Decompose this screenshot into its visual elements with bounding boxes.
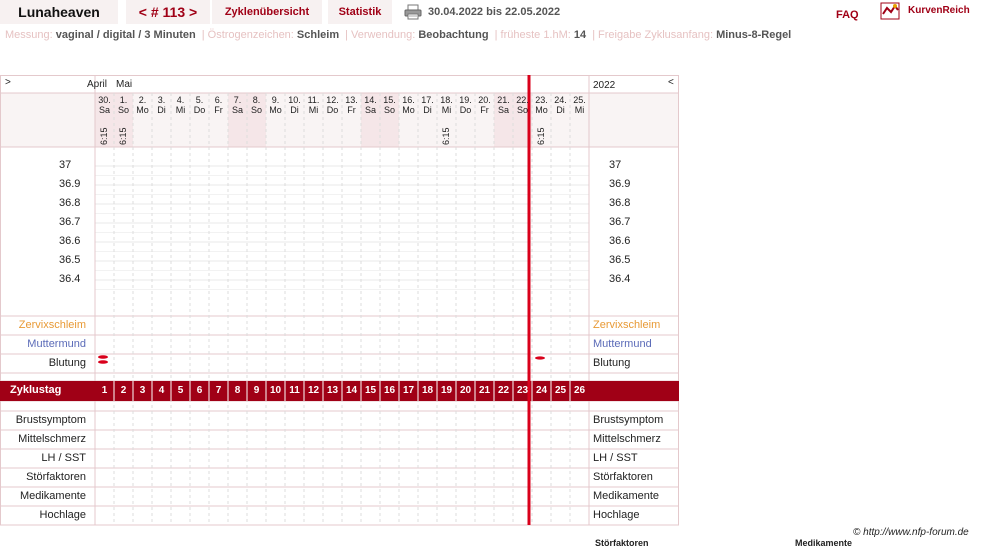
cycle-chart <box>0 75 680 527</box>
cycle-day-number: 13 <box>326 385 339 396</box>
cycle-day-number: 17 <box>402 385 415 396</box>
day-date: 20. <box>478 95 491 105</box>
info-label: Verwendung: <box>351 29 419 41</box>
day-header <box>152 95 171 115</box>
cycle-day-number: 21 <box>478 385 491 396</box>
day-weekday: Mo <box>535 105 548 115</box>
temp-axis-label-right: 36.8 <box>609 197 631 209</box>
day-weekday: So <box>516 105 528 115</box>
day-header <box>456 95 475 115</box>
cycle-day-number: 24 <box>535 385 548 396</box>
day-date: 4. <box>176 95 185 105</box>
trailing-label-medikamente: Medikamente <box>795 538 853 548</box>
row-label-left: Brustsymptom <box>15 414 86 426</box>
trailing-label-stoerfaktoren: Störfaktoren <box>595 538 649 548</box>
day-weekday: So <box>383 105 395 115</box>
day-header <box>475 95 494 115</box>
day-date: 15. <box>383 95 396 105</box>
cycle-day-number: 23 <box>516 385 529 396</box>
day-header <box>494 95 513 115</box>
info-value: Beobachtung <box>418 29 492 41</box>
day-weekday: Di <box>157 105 166 115</box>
info-value: Schleim <box>296 29 343 41</box>
day-date: 16. <box>402 95 415 105</box>
day-header <box>247 95 266 115</box>
day-header <box>418 95 437 115</box>
day-date: 17. <box>421 95 434 105</box>
row-label-right: Mittelschmerz <box>593 433 661 445</box>
day-date: 3. <box>157 95 166 105</box>
day-weekday: Mi <box>441 105 452 115</box>
cycle-day-number: 26 <box>573 385 586 396</box>
info-value: 14 <box>573 29 590 41</box>
nav-next-button[interactable]: < <box>668 77 674 88</box>
cycle-day-number: 10 <box>269 385 282 396</box>
temp-axis-label-right: 36.4 <box>609 273 631 285</box>
day-date: 2. <box>138 95 147 105</box>
cycle-day-number: 2 <box>120 385 127 396</box>
cycle-day-number: 3 <box>139 385 146 396</box>
day-date: 7. <box>233 95 242 105</box>
info-separator: | <box>592 29 596 41</box>
day-weekday: Sa <box>98 105 110 115</box>
nav-prev-button[interactable]: > <box>5 77 11 88</box>
temp-axis-label-right: 36.5 <box>609 254 631 266</box>
row-label-left: Störfaktoren <box>26 471 86 483</box>
temp-axis-label-left: 36.5 <box>59 254 81 266</box>
day-weekday: Mo <box>269 105 282 115</box>
day-header <box>513 95 532 115</box>
day-date: 13. <box>345 95 358 105</box>
temp-axis-label-right: 36.9 <box>609 178 631 190</box>
cycle-day-number: 5 <box>177 385 184 396</box>
day-weekday: So <box>117 105 129 115</box>
measure-time: 6:15 <box>118 127 128 145</box>
temp-axis-label-right: 37 <box>609 159 622 171</box>
cycle-day-number: 6 <box>196 385 203 396</box>
day-weekday: So <box>250 105 262 115</box>
row-label-left: Muttermund <box>27 338 86 350</box>
row-label-right: Zervixschleim <box>593 319 661 331</box>
top-bar <box>0 0 981 24</box>
cycle-day-number: 22 <box>497 385 510 396</box>
day-header <box>285 95 304 115</box>
day-header <box>323 95 342 115</box>
cycle-day-number: 16 <box>383 385 396 396</box>
cycle-day-number: 18 <box>421 385 434 396</box>
username-label: Lunaheaven <box>0 0 118 24</box>
zyklustag-label: Zyklustag <box>10 384 62 396</box>
day-header <box>399 95 418 115</box>
info-value: Minus-8-Regel <box>716 29 792 41</box>
info-label: Östrogenzeichen: <box>207 29 297 41</box>
day-weekday: Mo <box>402 105 415 115</box>
row-label-right: Störfaktoren <box>593 471 653 483</box>
day-weekday: Sa <box>497 105 509 115</box>
day-date: 1. <box>119 95 128 105</box>
info-separator: | <box>201 29 205 41</box>
row-label-left: LH / SST <box>41 452 86 464</box>
day-date: 11. <box>307 95 320 105</box>
row-label-right: Blutung <box>593 357 631 369</box>
cycle-day-number: 4 <box>158 385 165 396</box>
cycle-day-number: 20 <box>459 385 472 396</box>
day-weekday: Fr <box>480 105 489 115</box>
copyright-credit: © http://www.nfp-forum.de <box>853 527 969 538</box>
day-header <box>342 95 361 115</box>
day-date: 12. <box>326 95 339 105</box>
temp-axis-label-left: 36.8 <box>59 197 81 209</box>
temp-axis-label-left: 36.4 <box>59 273 81 285</box>
day-date: 30. <box>98 95 111 105</box>
day-header <box>95 95 114 115</box>
info-separator: | <box>494 29 498 41</box>
day-weekday: Fr <box>214 105 223 115</box>
statistics-link[interactable]: Statistik <box>328 0 392 24</box>
measure-time: 6:15 <box>441 127 451 145</box>
cycle-day-number: 8 <box>234 385 241 396</box>
day-weekday: Di <box>290 105 299 115</box>
day-date: 10. <box>288 95 301 105</box>
faq-link[interactable]: FAQ <box>836 9 859 21</box>
day-header <box>209 95 228 115</box>
day-date: 19. <box>459 95 472 105</box>
day-header <box>361 95 380 115</box>
day-weekday: Di <box>556 105 565 115</box>
day-date: 8. <box>252 95 261 105</box>
day-weekday: Mi <box>308 105 319 115</box>
measure-time: 6:15 <box>536 127 546 145</box>
temp-axis-label-left: 36.6 <box>59 235 81 247</box>
day-weekday: Mi <box>175 105 186 115</box>
printer-icon[interactable] <box>404 4 422 20</box>
temp-axis-label-right: 36.7 <box>609 216 631 228</box>
cycle-day-number: 11 <box>289 385 300 396</box>
day-header <box>551 95 570 115</box>
row-label-right: Brustsymptom <box>593 414 664 426</box>
cycle-day-number: 15 <box>364 385 377 396</box>
day-weekday: Fr <box>347 105 356 115</box>
day-header <box>190 95 209 115</box>
row-label-right: LH / SST <box>593 452 638 464</box>
row-label-left: Blutung <box>48 357 86 369</box>
day-header <box>266 95 285 115</box>
row-label-left: Medikamente <box>19 490 86 502</box>
info-separator: | <box>345 29 349 41</box>
day-date: 9. <box>271 95 280 105</box>
day-header <box>304 95 323 115</box>
month-label-april: April <box>87 79 108 90</box>
temp-axis-label-left: 36.7 <box>59 216 81 228</box>
row-label-right: Muttermund <box>593 338 652 350</box>
day-header <box>437 95 456 115</box>
day-weekday: Di <box>423 105 432 115</box>
day-header <box>228 95 247 115</box>
cycle-day-number: 1 <box>101 385 108 396</box>
row-label-left: Mittelschmerz <box>18 433 86 445</box>
measure-time: 6:15 <box>99 127 109 145</box>
day-header <box>114 95 133 115</box>
info-value: vaginal / digital / 3 Minuten <box>55 29 199 41</box>
day-weekday: Do <box>459 105 472 115</box>
month-label-may: Mai <box>116 79 133 90</box>
day-date: 6. <box>214 95 223 105</box>
cycle-day-number: 14 <box>345 385 358 396</box>
day-header <box>171 95 190 115</box>
cycle-day-number: 9 <box>253 385 260 396</box>
day-date: 5. <box>195 95 204 105</box>
day-weekday: Mo <box>136 105 149 115</box>
day-weekday: Mi <box>574 105 585 115</box>
day-header <box>380 95 399 115</box>
row-label-left: Zervixschleim <box>18 319 86 331</box>
day-date: 25. <box>573 95 586 105</box>
temp-axis-label-left: 36.9 <box>59 178 81 190</box>
cycle-date-range: 30.04.2022 bis 22.05.2022 <box>428 6 561 18</box>
temp-axis-label-right: 36.6 <box>609 235 631 247</box>
cycle-settings-bar <box>0 25 981 45</box>
site-logo-text[interactable]: KurvenReich <box>908 5 970 16</box>
row-label-right: Hochlage <box>593 509 640 521</box>
day-weekday: Do <box>326 105 339 115</box>
day-date: 21. <box>497 95 510 105</box>
info-label: Freigabe Zyklusanfang: <box>598 29 717 41</box>
cycle-day-number: 7 <box>215 385 222 396</box>
day-date: 24. <box>554 95 567 105</box>
day-date: 18. <box>440 95 453 105</box>
info-label: Messung: <box>5 29 56 41</box>
curve-logo-icon[interactable] <box>880 2 900 20</box>
year-label: 2022 <box>593 80 616 91</box>
info-label: früheste 1.hM: <box>500 29 574 41</box>
day-date: 14. <box>364 95 377 105</box>
row-label-right: Medikamente <box>593 490 660 502</box>
day-weekday: Sa <box>364 105 376 115</box>
day-weekday: Sa <box>231 105 243 115</box>
cycle-day-number: 12 <box>307 385 320 396</box>
day-weekday: Do <box>193 105 206 115</box>
day-header <box>570 95 589 115</box>
cycle-overview-link[interactable]: Zyklenübersicht <box>212 0 322 24</box>
day-header <box>532 95 551 115</box>
row-label-left: Hochlage <box>39 509 86 521</box>
temp-axis-label-left: 37 <box>59 159 72 171</box>
cycle-navigator[interactable]: < # 113 > <box>126 0 210 24</box>
day-header <box>133 95 152 115</box>
cycle-day-number: 19 <box>440 385 453 396</box>
cycle-day-number: 25 <box>554 385 567 396</box>
day-date: 22. <box>516 95 529 105</box>
day-date: 23. <box>535 95 548 105</box>
